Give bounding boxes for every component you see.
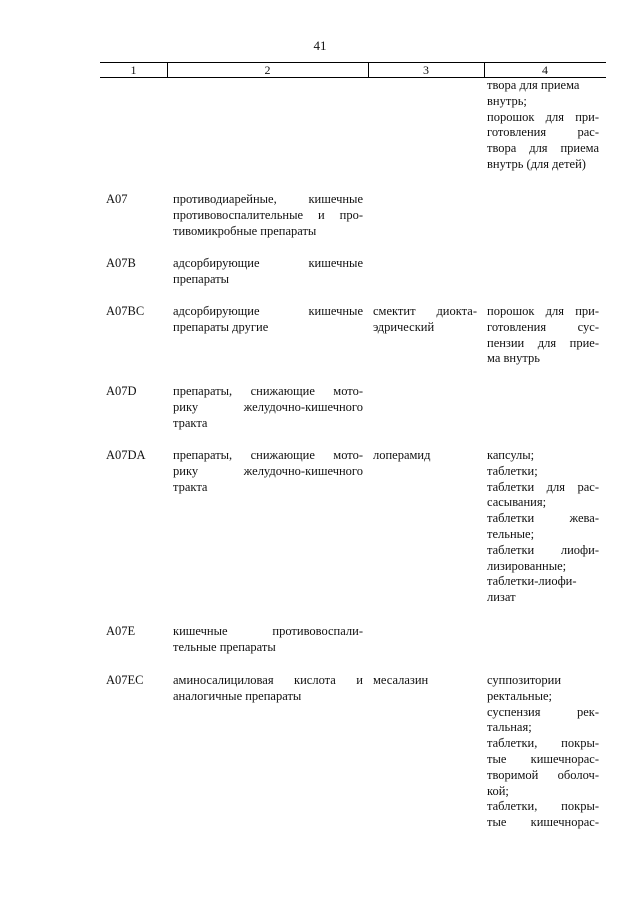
atc-code: A07DA <box>106 448 146 462</box>
form-line: порошок для при- <box>487 109 599 124</box>
header-col-1: 1 <box>130 63 137 77</box>
atc-code: A07E <box>106 624 136 638</box>
name-line: препараты, снижающие мото- <box>173 384 363 398</box>
inn-line: эдрический <box>373 319 435 334</box>
name-line: противовоспалительные и про- <box>173 207 363 222</box>
form-line: таблетки жева- <box>487 511 599 526</box>
group-name <box>173 256 363 288</box>
form-line: тые кишечнорас- <box>487 815 599 830</box>
name-line: тельные препараты <box>173 639 276 654</box>
form-line: внутрь (для детей) <box>487 156 586 171</box>
group-name <box>173 304 363 336</box>
inn-line: смектит диокта- <box>373 304 477 318</box>
form-line: таблетки, покры- <box>487 799 599 814</box>
form-line: лизат <box>487 590 516 605</box>
atc-code: A07B <box>106 256 136 270</box>
drug-inn <box>373 448 477 464</box>
drug-inn <box>373 673 477 689</box>
name-line: адсорбирующие кишечные <box>173 256 363 270</box>
form-line: тальная; <box>487 720 532 735</box>
drug-inn <box>373 304 477 336</box>
name-line: аминосалициловая кислота и <box>173 673 363 687</box>
form-line: ма внутрь <box>487 351 540 366</box>
atc-code: A07EC <box>106 673 144 687</box>
header-col-2: 2 <box>264 63 271 77</box>
atc-code: A07 <box>106 192 128 206</box>
form-line: таблетки, покры- <box>487 736 599 751</box>
form-line: сасывания; <box>487 495 547 510</box>
form-line: тые кишечнорас- <box>487 751 599 766</box>
form-line: капсулы; <box>487 448 535 462</box>
form-line: ректальные; <box>487 688 553 703</box>
form-line: кой; <box>487 783 509 798</box>
table-header <box>100 62 606 78</box>
name-line: рику желудочно-кишечного <box>173 463 363 478</box>
name-line: кишечные противовоспали- <box>173 624 363 638</box>
form-line: тельные; <box>487 526 535 541</box>
inn-line: лоперамид <box>373 448 431 462</box>
form-line: суппозитории <box>487 673 562 687</box>
name-line: препараты другие <box>173 319 269 334</box>
group-name <box>173 192 363 239</box>
header-col-3: 3 <box>423 63 429 77</box>
form-line: таблетки для рас- <box>487 479 599 494</box>
group-name <box>173 624 363 656</box>
name-line: тракта <box>173 479 208 494</box>
page-number: 41 <box>313 38 327 53</box>
atc-code: A07D <box>106 384 137 398</box>
form-line: таблетки-лиофи- <box>487 574 577 589</box>
form-line: творимой оболоч- <box>487 767 599 782</box>
form-line: таблетки лиофи- <box>487 542 599 557</box>
continued-dosage-form <box>487 78 599 173</box>
form-line: пензии для прие- <box>487 335 599 350</box>
name-line: препараты, снижающие мото- <box>173 448 363 462</box>
form-line: готовления рас- <box>487 125 599 140</box>
form-line: готовления сус- <box>487 319 599 334</box>
header-col-4: 4 <box>542 63 548 77</box>
group-name <box>173 384 363 431</box>
name-line: аналогичные препараты <box>173 688 302 703</box>
form-line: твора для приема <box>487 141 599 156</box>
inn-line: месалазин <box>373 673 429 687</box>
name-line: тивомикробные препараты <box>173 223 317 238</box>
group-name <box>173 673 363 705</box>
name-line: тракта <box>173 415 208 430</box>
form-line: внутрь; <box>487 93 527 108</box>
form-line: суспензия рек- <box>487 704 599 719</box>
group-name <box>173 448 363 495</box>
atc-code: A07BC <box>106 304 145 318</box>
dosage-form <box>487 448 599 606</box>
form-line: порошок для при- <box>487 304 599 318</box>
name-line: адсорбирующие кишечные <box>173 304 363 318</box>
name-line: противодиарейные, кишечные <box>173 192 363 206</box>
dosage-form <box>487 304 599 367</box>
name-line: препараты <box>173 271 230 286</box>
form-line: лизированные; <box>487 558 567 573</box>
form-line: таблетки; <box>487 463 538 478</box>
name-line: рику желудочно-кишечного <box>173 399 363 414</box>
dosage-form <box>487 673 599 831</box>
form-line: твора для приема <box>487 78 580 92</box>
